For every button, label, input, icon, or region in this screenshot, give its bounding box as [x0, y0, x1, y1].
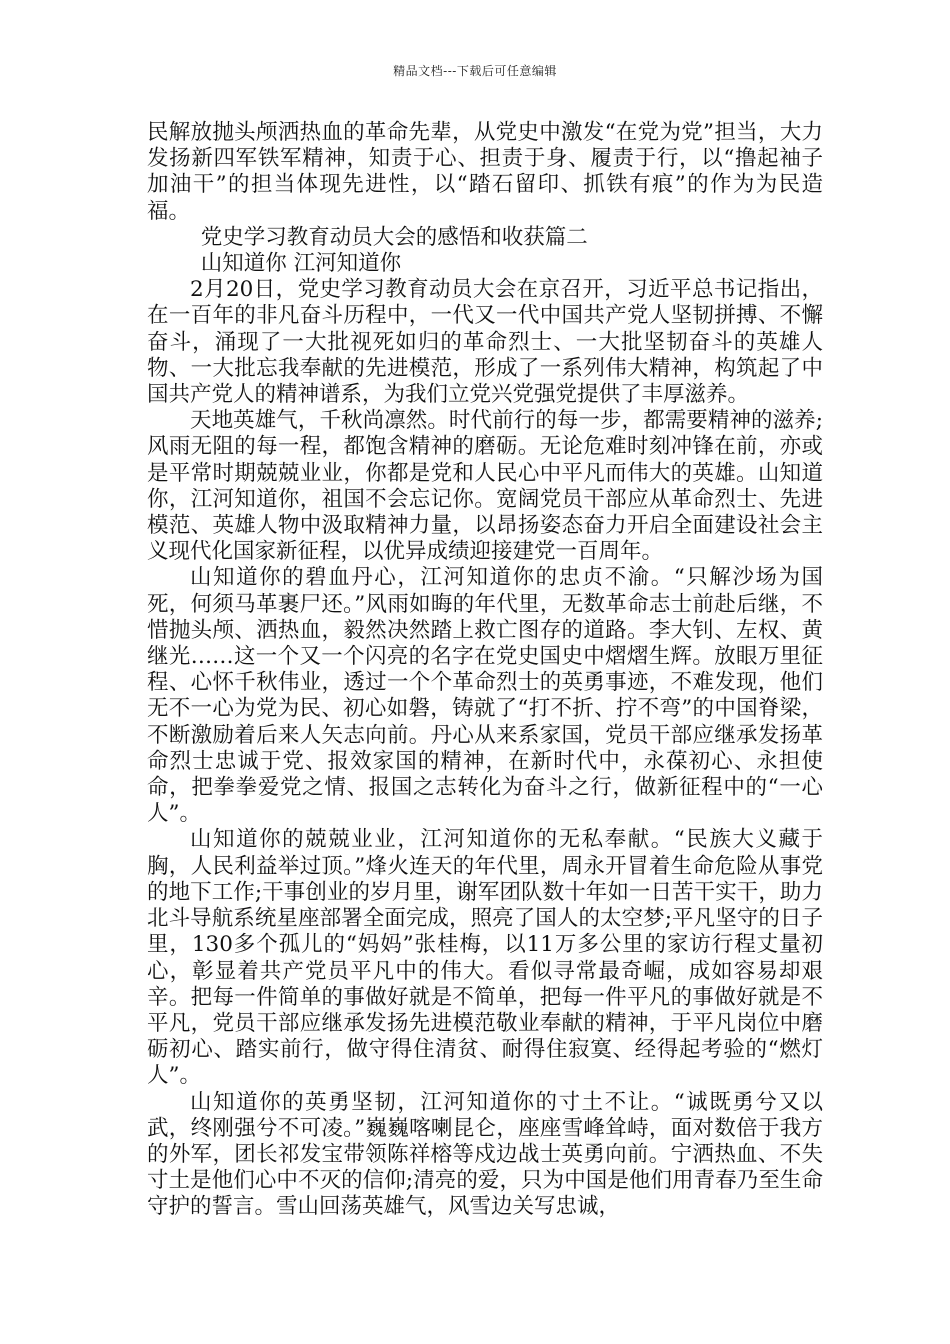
section-title: 党史学习教育动员大会的感悟和收获篇二 [200, 224, 588, 250]
paragraph: 山知道你的英勇坚韧，江河知道你的寸土不让。“诚既勇兮又以武，终刚强兮不可凌。”巍巍喀喇昆仑，座座雪峰耸峙，面对数倍于我方的外军，团长祁发宝带领陈祥榕等戍边战士英勇向前。宁洒热血、不失寸土是他们心中不灭的信仰;清亮的爱，只为中国是他们用青春乃至生命守护的誓言。雪山回荡英雄气，风雪边关写忠诚， [147, 1089, 823, 1220]
paragraph-continued: 民解放抛头颅洒热血的革命先辈，从党史中激发“在党为党”担当，大力发扬新四军铁军精神，知责于心、担责于身、履责于行，以“撸起袖子加油干”的担当体现先进性，以“踏石留印、抓铁有痕”的作为为民造福。 [147, 120, 823, 224]
article-subtitle: 山知道你 江河知道你 [200, 251, 402, 277]
paragraph: 山知道你的碧血丹心，江河知道你的忠贞不渝。“只解沙场为国死，何须马革裹尸还。”风雨如晦的年代里，无数革命志士前赴后继，不惜抛头颅、洒热血，毅然决然踏上救亡图存的道路。李大钊、左权、黄继光……这一个又一个闪亮的名字在党史国史中熠熠生辉。放眼万里征程、心怀千秋伟业，透过一个个革命烈士的英勇事迹，不难发现，他们无不一心为党为民、初心如磐，铸就了“打不折、拧不弯”的中国脊梁，不断激励着后来人矢志向前。丹心从来系家国，党员干部应继承发扬革命烈士忠诚于党、报效家国的精神，在新时代中，永葆初心、永担使命，把拳拳爱党之情、报国之志转化为奋斗之行，做新征程中的“一心人”。 [147, 565, 823, 827]
paragraph: 2月20日，党史学习教育动员大会在京召开，习近平总书记指出，在一百年的非凡奋斗历程中，一代又一代中国共产党人坚韧拼搏、不懈奋斗，涌现了一大批视死如归的革命烈士、一大批坚韧奋斗的英雄人物、一大批忘我奉献的先进模范，形成了一系列伟大精神，构筑起了中国共产党人的精神谱系，为我们立党兴党强党提供了丰厚滋养。 [147, 277, 823, 408]
paragraph: 山知道你的兢兢业业，江河知道你的无私奉献。“民族大义藏于胸，人民利益举过顶。”烽火连天的年代里，周永开冒着生命危险从事党的地下工作;干事创业的岁月里，谢军团队数十年如一日苦干实干，助力北斗导航系统星座部署全面完成，照亮了国人的太空梦;平凡坚守的日子里，130多个孤儿的“妈妈”张桂梅，以11万多公里的家访行程丈量初心，彰显着共产党员平凡中的伟大。看似寻常最奇崛，成如容易却艰辛。把每一件简单的事做好就是不简单，把每一件平凡的事做好就是不平凡，党员干部应继承发扬先进模范敬业奉献的精神，于平凡岗位中磨砺初心、踏实前行，做守得住清贫、耐得住寂寞、经得起考验的“燃灯人”。 [147, 827, 823, 1089]
document-body [147, 120, 823, 1221]
page-header: 精品文档---下载后可任意编辑 [393, 64, 557, 78]
paragraph: 天地英雄气，千秋尚凛然。时代前行的每一步，都需要精神的滋养;风雨无阻的每一程，都饱含精神的磨砺。无论危难时刻冲锋在前，亦或是平常时期兢兢业业，你都是党和人民心中平凡而伟大的英雄。山知道你，江河知道你，祖国不会忘记你。宽阔党员干部应从革命烈士、先进模范、英雄人物中汲取精神力量，以昂扬姿态奋力开启全面建设社会主义现代化国家新征程，以优异成绩迎接建党一百周年。 [147, 408, 823, 565]
